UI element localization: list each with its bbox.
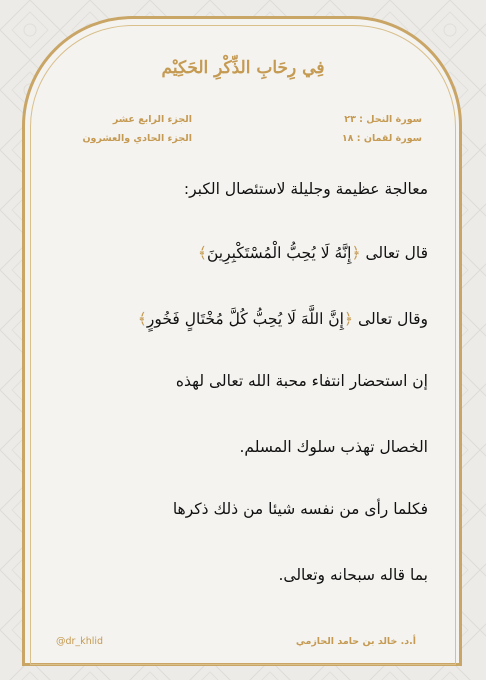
verse-close-bracket-2: ﴾	[137, 310, 147, 328]
body-line-3	[50, 310, 428, 328]
verse-intro-1: قال تعالى	[365, 244, 428, 262]
juz-references	[52, 110, 192, 148]
social-handle: @dr_khlid	[56, 636, 104, 647]
juz-ref-2: الجزء الحادي والعشرون	[82, 133, 192, 144]
page-title: فِي رِحَابِ الذِّكْرِ الحَكِيْم	[161, 58, 325, 78]
verse-close-bracket-1: ﴾	[197, 244, 207, 262]
body-line-4: إن استحضار انتفاء محبة الله تعالى لهذه	[175, 372, 428, 390]
verse-intro-2: وقال تعالى	[358, 310, 428, 328]
body-line-1: معالجة عظيمة وجليلة لاستئصال الكبر:	[183, 180, 428, 198]
body-line-6: فكلما رأى من نفسه شيئا من ذلك ذكرها	[172, 500, 428, 518]
surah-ref-2: سورة لقمان : ١٨	[341, 133, 422, 144]
juz-ref-1: الجزء الرابع عشر	[112, 114, 192, 125]
surah-ref-1: سورة النحل : ٢٣	[344, 114, 422, 125]
verse-quote-1: إِنَّهُ لَا يُحِبُّ الْمُسْتَكْبِرِينَ	[206, 244, 352, 262]
body-line-2	[50, 244, 428, 262]
body-line-5: الخصال تهذب سلوك المسلم.	[239, 438, 428, 456]
verse-open-bracket-2: ﴿	[344, 310, 354, 328]
author-name: أ.د. خالد بن حامد الحازمي	[295, 636, 416, 647]
surah-references	[342, 110, 422, 148]
body-line-7: بما قاله سبحانه وتعالى.	[278, 566, 428, 584]
verse-open-bracket-1: ﴿	[351, 244, 361, 262]
verse-quote-2: إِنَّ اللَّهَ لَا يُحِبُّ كُلَّ مُخْتَالٍ فَخُورٍ	[146, 310, 344, 328]
